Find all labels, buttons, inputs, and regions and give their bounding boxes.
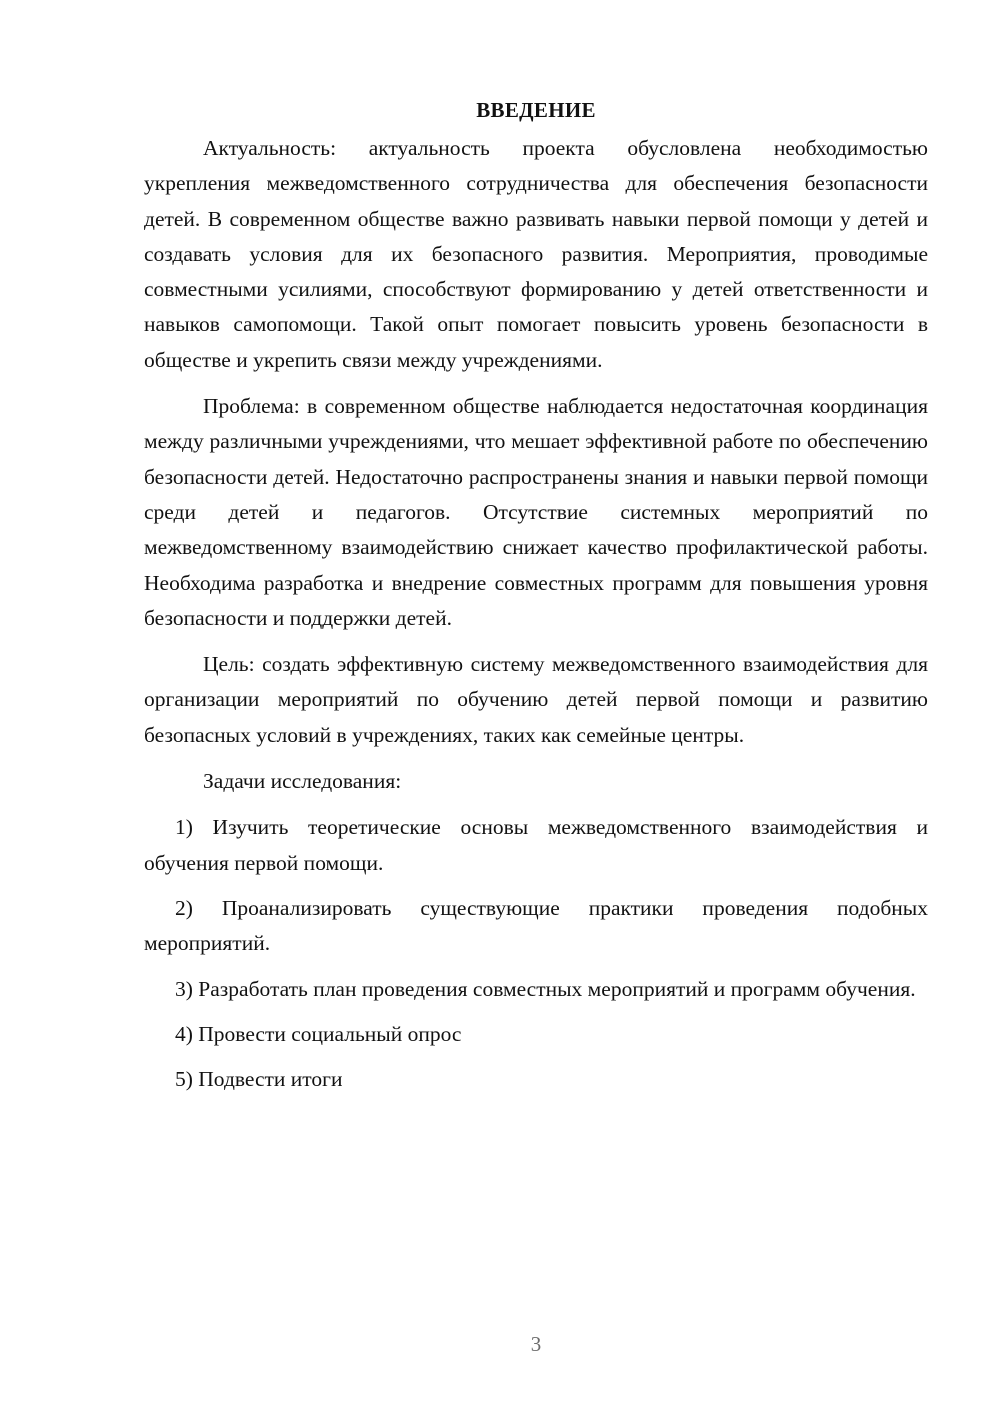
task-item-5: 5) Подвести итоги xyxy=(175,1067,343,1092)
paragraph-relevance: Актуальность: актуальность проекта обусловлена необходимостью укрепления межведомственного сотрудничества для обеспечения безопасности детей. В современном обществе важно развивать навыки первой помощи у детей и создавать условия для их безопасного развития. Мероприятия, проводимые совместными усилиями, способствуют формированию у детей ответственности и навыков самопомощи. Такой опыт помогает повысить уровень безопасности в обществе и укрепить связи между учреждениями. xyxy=(144,136,928,372)
section-title: ВВЕДЕНИЕ xyxy=(476,98,596,122)
tasks-heading: Задачи исследования: xyxy=(203,769,402,794)
task-item-4: 4) Провести социальный опрос xyxy=(175,1021,462,1046)
task-item-3: 3) Разработать план проведения совместных мероприятий и программ обучения. xyxy=(175,976,916,1001)
paragraph-goal: Цель: создать эффективную систему межведомственного взаимодействия для организации мероприятий по обучению детей первой помощи и развитию безопасных условий в учреждениях, таких как семейные центры. xyxy=(144,652,928,747)
page-number: 3 xyxy=(530,1332,542,1356)
task-item-1: 1) Изучить теоретические основы межведомственного взаимодействия и обучения первой помощи. xyxy=(144,815,928,875)
paragraph-problem: Проблема: в современном обществе наблюдается недостаточная координация между различными учреждениями, что мешает эффективной работе по обеспечению безопасности детей. Недостаточно распространены знания и навыки первой помощи среди детей и педагогов. Отсутствие системных мероприятий по межведомственному взаимодействию снижает качество профилактической работы. Необходима разработка и внедрение совместных программ для повышения уровня безопасности и поддержки детей. xyxy=(144,394,928,630)
task-item-2: 2) Проанализировать существующие практики проведения подобных мероприятий. xyxy=(144,895,928,956)
page-content xyxy=(144,95,928,1107)
